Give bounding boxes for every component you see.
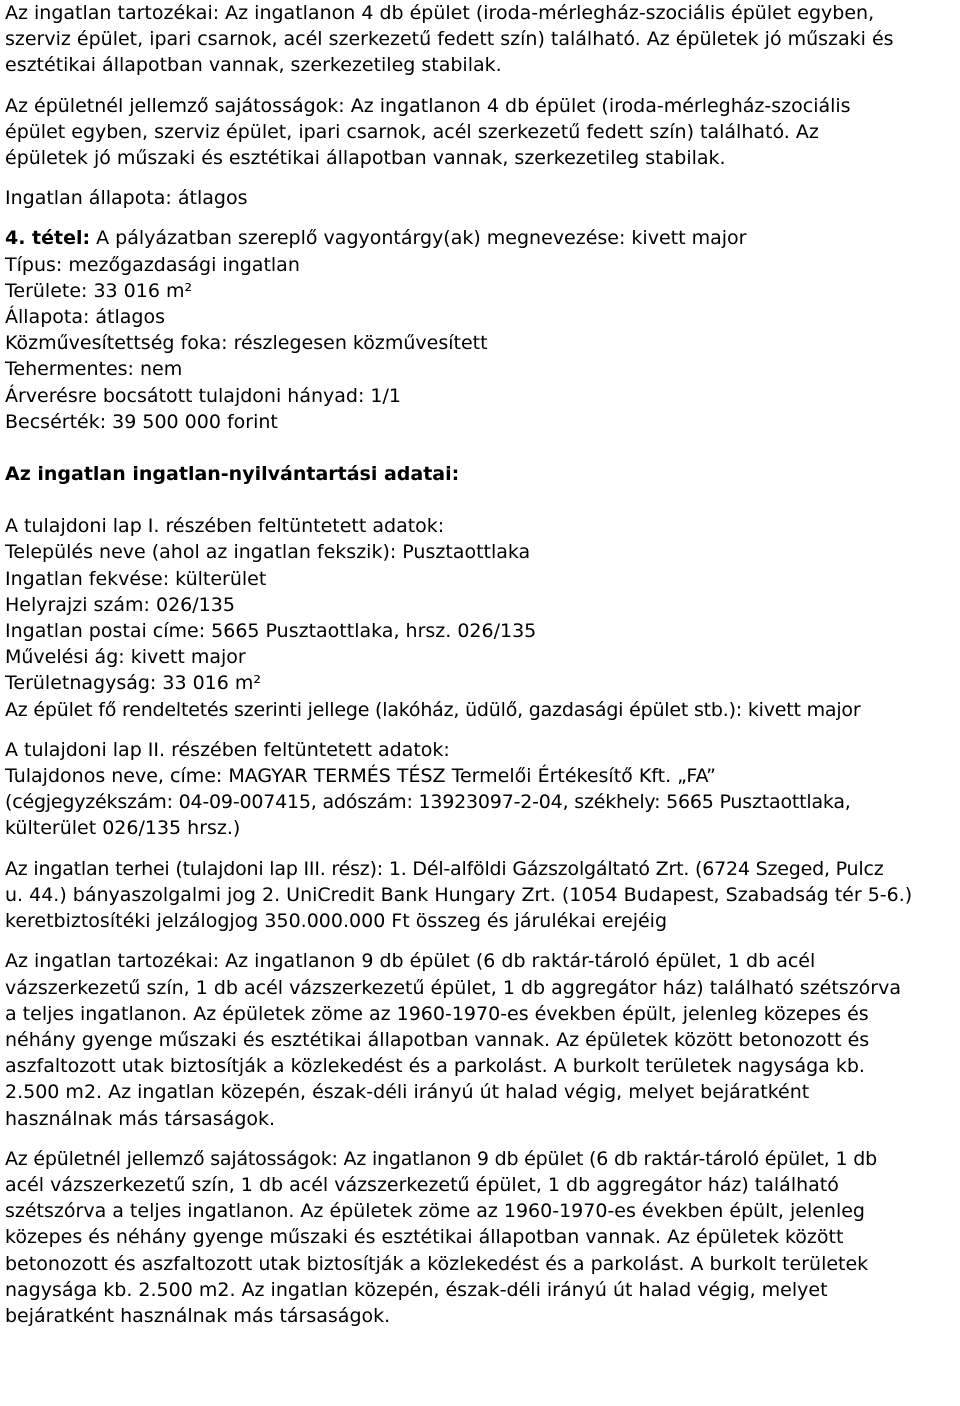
text-line: vázszerkezetű szín, 1 db acél vázszerkezetű épület, 1 db aggregátor ház) található szétszórva	[5, 976, 902, 999]
text-line: használnak más társaságok.	[5, 1107, 276, 1130]
text-line: szétszórva a teljes ingatlanon. Az épületek zöme az 1960-1970-es években épült, jelenleg	[5, 1200, 865, 1223]
text-line: szerviz épület, ipari csarnok, acél szerkezetű fedett szín) található. Az épületek jó műszaki és	[5, 28, 894, 51]
item-field-tehermentes: Tehermentes: nem	[5, 358, 183, 381]
text-line: u. 44.) bányaszolgalmi jog 2. UniCredit Bank Hungary Zrt. (1054 Budapest, Szabadság tér 5-6.)	[5, 883, 913, 906]
lap1-hrsz: Helyrajzi szám: 026/135	[5, 593, 235, 616]
text-line: Ingatlan állapota: átlagos	[5, 187, 248, 210]
text-line: 2.500 m2. Az ingatlan közepén, észak-déli irányú út halad végig, melyet bejáratként	[5, 1081, 810, 1104]
lap1-jelleg: Az épület fő rendeltetés szerinti jellege (lakóház, üdülő, gazdasági épület stb.): kivett major	[5, 698, 861, 721]
lap2-heading: A tulajdoni lap II. részében feltüntetett adatok:	[5, 738, 450, 761]
text-line: Az ingatlan tartozékai: Az ingatlanon 4 db épület (iroda-mérlegház-szociális épület egyben,	[5, 2, 875, 24]
text-line: nagysága kb. 2.500 m2. Az ingatlan közepén, észak-déli irányú út halad végig, melyet	[5, 1278, 828, 1301]
intro-allapot-paragraph	[5, 185, 957, 211]
lap3-block	[5, 856, 957, 935]
item-field-terulet: Területe: 33 016 m²	[5, 279, 193, 302]
text-line: betonozott és aszfaltozott utak biztosítják a közlekedést és a parkolást. A burkolt területek	[5, 1252, 869, 1275]
item-title	[5, 225, 957, 251]
text-line: épületek jó műszaki és esztétikai állapotban vannak, szerkezetileg stabilak.	[5, 147, 726, 170]
lap2-tulajdonos: Tulajdonos neve, címe: MAGYAR TERMÉS TÉSZ Termelői Értékesítő Kft. „FA”	[5, 765, 717, 788]
text-line: épület egyben, szerviz épület, ipari csarnok, acél szerkezetű fedett szín) található. Az	[5, 120, 819, 143]
jellemzo2-paragraph	[5, 1146, 957, 1329]
text-line: közepes és néhány gyenge műszaki és esztétikai állapotban vannak. Az épületek között	[5, 1226, 844, 1249]
item-4-block	[5, 225, 957, 435]
text-line: Az ingatlan tartozékai: Az ingatlanon 9 db épület (6 db raktár-tároló épület, 1 db acél	[5, 950, 816, 973]
text-line: aszfaltozott utak biztosítják a közlekedést és a parkolást. A burkolt területek nagysága kb.	[5, 1055, 865, 1078]
lap1-muvelesi-ag: Művelési ág: kivett major	[5, 646, 246, 669]
lap1-teruletnagysag: Területnagyság: 33 016 m²	[5, 672, 262, 695]
intro-jellemzo-paragraph	[5, 93, 957, 172]
text-line: a teljes ingatlanon. Az épületek zöme az 1960-1970-es években épült, jelenleg közepes és	[5, 1002, 869, 1025]
item-field-allapot: Állapota: átlagos	[5, 306, 166, 329]
lap1-block	[5, 513, 957, 723]
lap2-block	[5, 737, 957, 842]
intro-tartozekai-paragraph	[5, 0, 957, 79]
lap2-cegadatok: (cégjegyzékszám: 04-09-007415, adószám: 13923097-2-04, székhely: 5665 Pusztaottlaka,	[5, 791, 851, 814]
registry-heading-text: Az ingatlan ingatlan-nyilvántartási adatai:	[5, 463, 460, 486]
item-title-rest: A pályázatban szereplő vagyontárgy(ak) megnevezése: kivett major	[90, 227, 747, 250]
tartozekai2-paragraph	[5, 948, 957, 1131]
text-line: Az épületnél jellemző sajátosságok: Az ingatlanon 9 db épület (6 db raktár-tároló épület, 1 db	[5, 1147, 877, 1170]
registry-heading	[5, 461, 957, 487]
text-line: keretbiztosítéki jelzálogjog 350.000.000 Ft összeg és járulékai erejéig	[5, 910, 668, 933]
text-line: Az épületnél jellemző sajátosságok: Az ingatlanon 4 db épület (iroda-mérlegház-szociális	[5, 94, 851, 117]
text-line: esztétikai állapotban vannak, szerkezetileg stabilak.	[5, 54, 502, 77]
lap2-hrsz: külterület 026/135 hrsz.)	[5, 817, 241, 840]
text-line: néhány gyenge műszaki és esztétikai állapotban vannak. Az épületek között betonozott és	[5, 1028, 870, 1051]
item-field-hanyad: Árverésre bocsátott tulajdoni hányad: 1/1	[5, 384, 401, 407]
lap1-fekves: Ingatlan fekvése: külterület	[5, 567, 267, 590]
text-line: bejáratként használnak más társaságok.	[5, 1304, 391, 1327]
lap1-heading: A tulajdoni lap I. részében feltüntetett adatok:	[5, 515, 445, 538]
text-line: Az ingatlan terhei (tulajdoni lap III. rész): 1. Dél-alföldi Gázszolgáltató Zrt. (6724 Szeged, Pulcz	[5, 857, 884, 880]
item-field-becsertek: Becsérték: 39 500 000 forint	[5, 410, 278, 433]
document-page	[5, 0, 957, 1329]
lap1-telepules: Település neve (ahol az ingatlan fekszik): Pusztaottlaka	[5, 541, 531, 564]
item-label: 4. tétel:	[5, 227, 91, 250]
text-line: acél vázszerkezetű szín, 1 db acél vázszerkezetű épület, 1 db aggregátor ház) található	[5, 1173, 839, 1196]
lap1-postai-cim: Ingatlan postai címe: 5665 Pusztaottlaka, hrsz. 026/135	[5, 620, 537, 643]
item-field-tipus: Típus: mezőgazdasági ingatlan	[5, 253, 300, 276]
item-field-kozmuvesitettseg: Közművesítettség foka: részlegesen közművesített	[5, 332, 488, 355]
